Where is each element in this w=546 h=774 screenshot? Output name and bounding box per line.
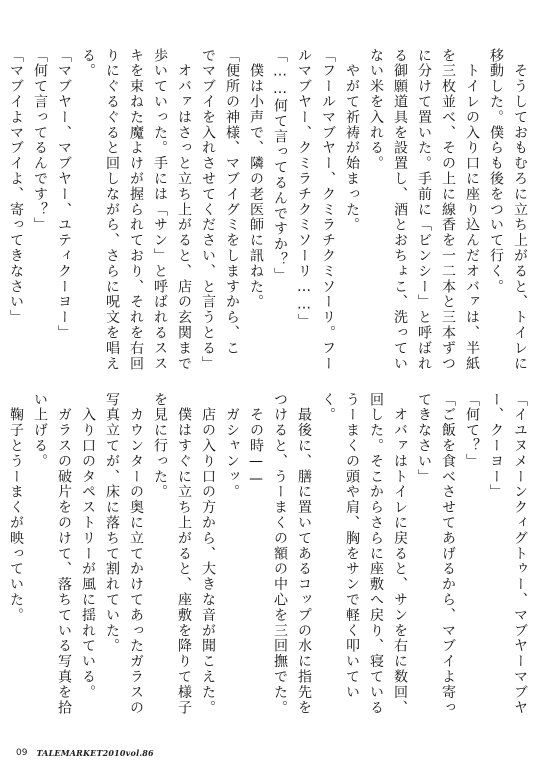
- text-line: トイレの入り口に座り込んだオバァは、半紙: [464, 48, 480, 372]
- text-block-top: [8, 48, 532, 372]
- text-line: そうしておもむろに立ち上がると、トイレに: [512, 48, 528, 372]
- text-line: やがて祈祷が始まった。: [344, 48, 360, 233]
- text-block-bottom: [8, 392, 532, 716]
- text-line: い上げる。: [32, 392, 48, 469]
- text-line: 「何て言ってるんです？」: [32, 48, 48, 233]
- text-line: ガシャンッ。: [224, 392, 240, 500]
- text-line: でマブイを入れさせてください、と言うとる」: [200, 48, 216, 372]
- text-line: ー、クーヨー」: [488, 392, 504, 500]
- text-line: 「ご飯を食べさせてあげるから、マブイよ寄っ: [440, 392, 456, 716]
- text-line: その時——: [248, 392, 264, 489]
- text-line: 「マブヤー、マブヤー、ユティクーヨー」: [56, 48, 72, 341]
- page-number: 09: [16, 748, 28, 758]
- text-line: ルマブヤー、クミラチクミソーリ……」: [296, 48, 312, 330]
- text-line: 「マブイよマブイよ、寄ってきなさい」: [8, 48, 24, 326]
- text-line: る。: [80, 48, 96, 79]
- text-line: オバァはトイレに戻ると、サンを右に数回、: [392, 392, 408, 716]
- text-line: 歩いていった。手には「サン」と呼ばれるスス: [152, 48, 168, 372]
- text-line: りにぐるぐると回しながら、さらに呪文を唱え: [104, 48, 120, 372]
- text-line: ガラスの破片をのけて、落ちている写真を拾: [56, 392, 72, 716]
- text-line: 「イユヌメーンクィグトゥー、マブヤーマブヤ: [512, 392, 528, 716]
- text-line: オバァはさっと立ち上がると、店の玄関まで: [176, 48, 192, 372]
- text-line: てきなさい」: [416, 392, 432, 485]
- text-line: 「……何て言ってるんですか？」: [272, 48, 288, 283]
- text-line: に分けて置いた。手前に「ビンシー」と呼ばれ: [416, 48, 432, 372]
- text-line: うーまくの頭や肩、胸をサンで軽く叩いてい: [344, 392, 360, 700]
- text-line: カウンターの奥に立てかけてあったガラスの: [128, 392, 144, 716]
- text-line: 鞠子とうーまくが映っていた。: [8, 392, 24, 623]
- text-line: 僕は小声で、隣の老医師に訊ねた。: [248, 48, 264, 310]
- text-line: キを束ねた魔よけが握られており、それを右回: [128, 48, 144, 372]
- text-line: 「フールマブヤー、クミラチクミソーリ。フー: [320, 48, 336, 372]
- magazine-name: TALEMARKET2010vol.86: [36, 748, 154, 758]
- text-line: く。: [320, 392, 336, 423]
- text-line: を三枚並べ、その上に線香を一二本と三本ずつ: [440, 48, 456, 372]
- text-line: 「何て？」: [464, 392, 480, 469]
- text-line: を見に行った。: [152, 392, 168, 500]
- text-line: 「便所の神様、マブイグミをしますから、こ: [224, 48, 240, 356]
- text-line: 入り口のタペストリーが風に揺れている。: [80, 392, 96, 700]
- text-line: 回した。そこからさらに座敷へ戻り、寝ている: [368, 392, 384, 716]
- text-line: 写真立てが、床に落ちて割れていた。: [104, 392, 120, 654]
- text-line: 僕はすぐに立ち上がると、座敷を降りて様子: [176, 392, 192, 716]
- text-line: 移動した。僕らも後をついて行く。: [488, 48, 504, 295]
- text-line: る御願道具を設置し、酒とおちょこ、洗ってい: [392, 48, 408, 372]
- text-line: 最後に、膳に置いてあるコップの水に指先を: [296, 392, 312, 716]
- text-line: つけると、うーまくの額の中心を三回撫でた。: [272, 392, 288, 716]
- text-line: 店の入り口の方から、大きな音が聞こえた。: [200, 392, 216, 716]
- text-line: ない米を入れる。: [368, 48, 384, 172]
- page-footer: [16, 746, 154, 760]
